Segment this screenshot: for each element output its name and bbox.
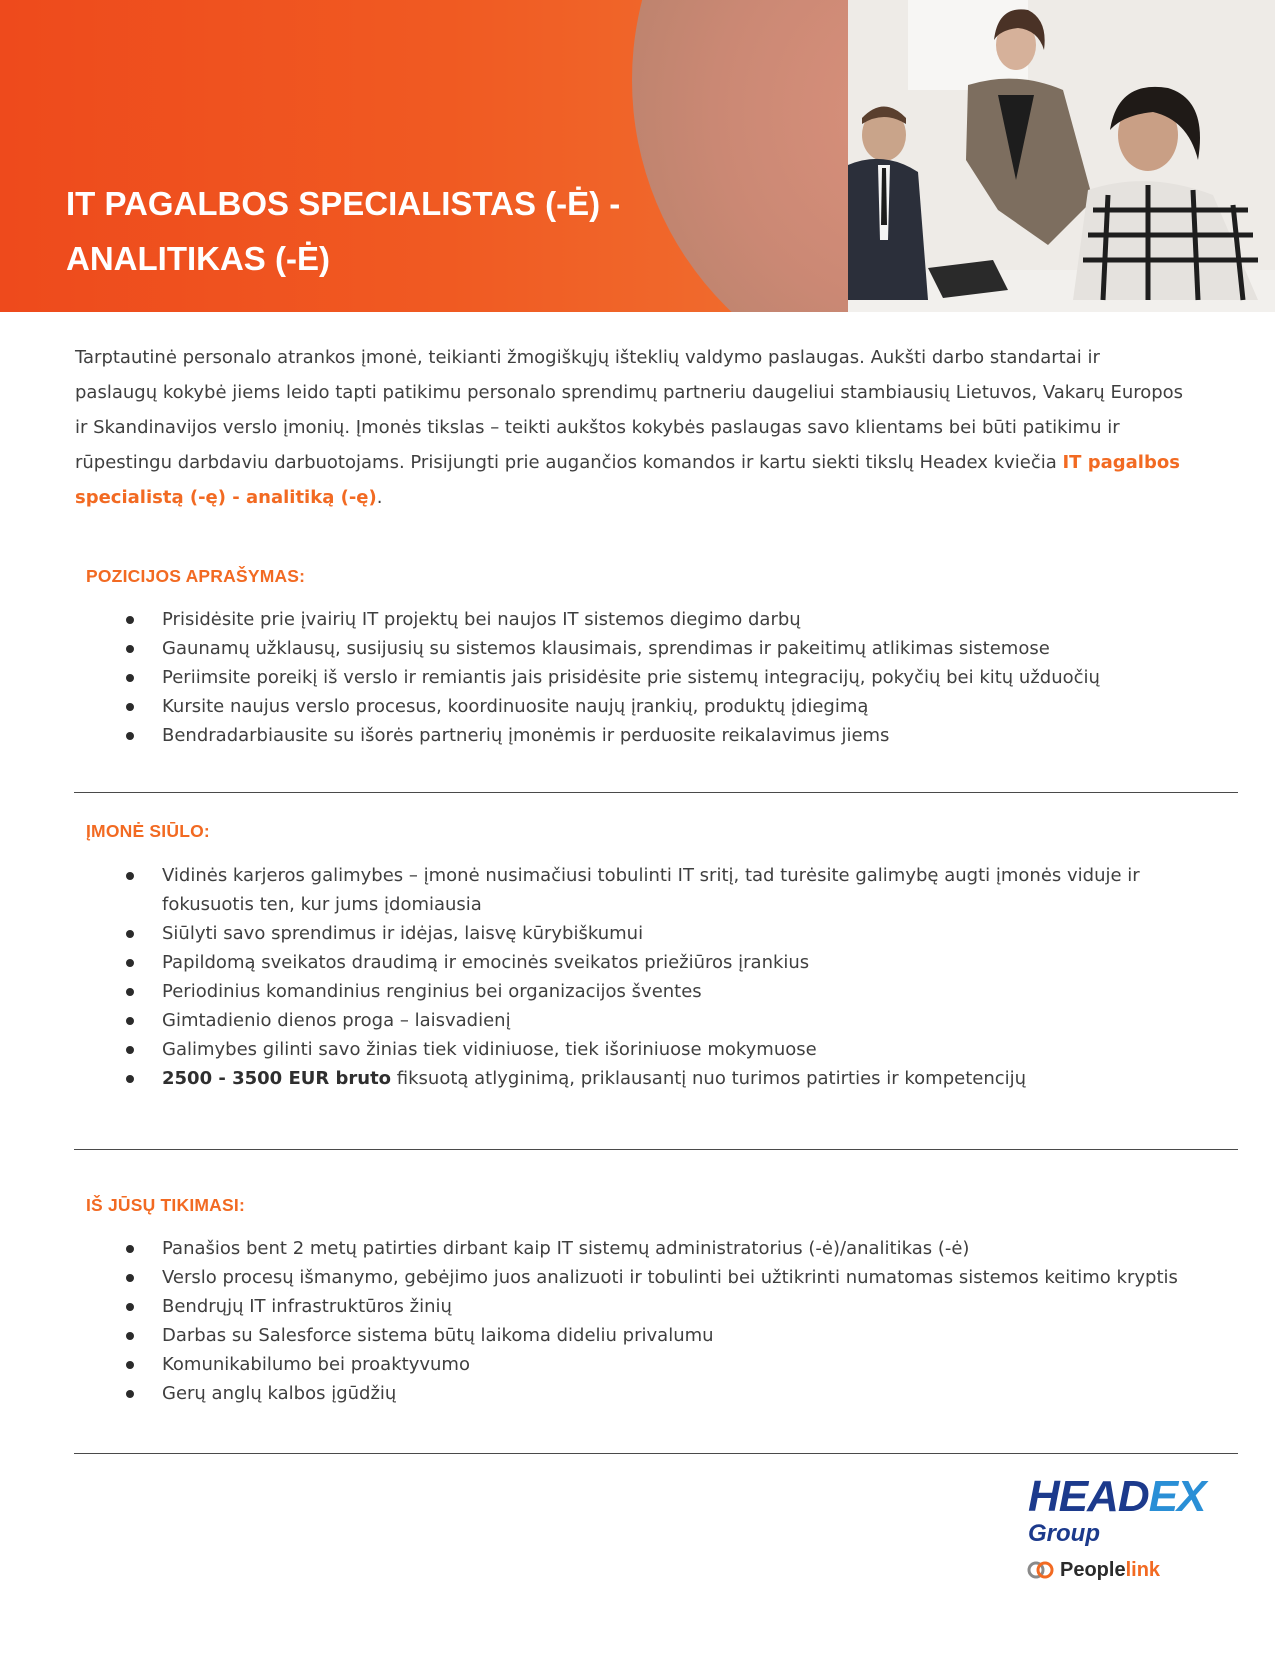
- salary-amount: 2500 - 3500 EUR bruto: [162, 1068, 392, 1089]
- list-item: Papildomą sveikatos draudimą ir emocinės sveikatos priežiūros įrankius: [122, 948, 1202, 977]
- section-title-position: POZICIJOS APRAŠYMAS:: [86, 566, 306, 586]
- logo-part: link: [1125, 1559, 1161, 1581]
- header-banner: [0, 0, 1275, 312]
- list-item: Kursite naujus verslo procesus, koordinuosite naujų įrankių, produktų įdiegimą: [122, 692, 1202, 721]
- intro-text: Tarptautinė personalo atrankos įmonė, teikianti žmogiškųjų išteklių valdymo paslaugas. Aukšti darbo standartai ir paslaugų kokybė jiems leido tapti patikimu personalo sprendimų partneriu daugeliui stambiausių Lietuvos, Vakarų Europos ir Skandinavijos verslo įmonių. Įmonės tikslas – teikti aukštos kokybės paslaugas savo klientams bei būti patikimu ir rūpestingu darbdaviu darbuotojams. Prisijungti prie augančios komandos ir kartu siekti tikslų Headex kviečia: [75, 347, 1184, 473]
- list-item: Vidinės karjeros galimybes – įmonė nusimačiusi tobulinti IT sritį, tad turėsite galimybę augti įmonės viduje ir fokusuotis ten, kur jums įdomiausia: [122, 861, 1202, 919]
- page-title-line1: IT PAGALBOS SPECIALISTAS (-Ė) -: [66, 185, 621, 222]
- list-item: Galimybes gilinti savo žinias tiek vidiniuose, tiek išoriniuose mokymuose: [122, 1035, 1202, 1064]
- page-title-line2: ANALITIKAS (-Ė): [66, 240, 330, 277]
- section-title-expect: IŠ JŪSŲ TIKIMASI:: [86, 1195, 245, 1215]
- list-item: Verslo procesų išmanymo, gebėjimo juos analizuoti ir tobulinti bei užtikrinti numatomas sistemos keitimo kryptis: [122, 1263, 1202, 1292]
- position-list: [122, 605, 1202, 750]
- photo-illustration: [848, 0, 1275, 312]
- offer-list: [122, 861, 1202, 1093]
- logo-group-label: Group: [1028, 1520, 1100, 1547]
- logo-part: HEAD: [1028, 1472, 1149, 1521]
- office-team-photo: [848, 0, 1275, 312]
- salary-text: fiksuotą atlyginimą, priklausantį nuo turimos patirties ir kompetencijų: [391, 1068, 1027, 1089]
- list-item: Prisidėsite prie įvairių IT projektų bei naujos IT sistemos diegimo darbų: [122, 605, 1202, 634]
- intro-paragraph: [75, 340, 1185, 515]
- list-item: Bendrųjų IT infrastruktūros žinių: [122, 1292, 1202, 1321]
- list-item: Periimsite poreikį iš verslo ir remiantis jais prisidėsite prie sistemų integracijų, pokyčių bei kitų užduočių: [122, 663, 1202, 692]
- headex-wordmark: [1028, 1474, 1205, 1520]
- intro-end: .: [376, 487, 383, 508]
- list-item: Gaunamų užklausų, susijusių su sistemos klausimais, sprendimas ir pakeitimų atlikimas sistemose: [122, 634, 1202, 663]
- intro-highlight: IT pagalbos specialistą (-ę) - analitiką (-ę): [75, 452, 1180, 508]
- divider: [74, 792, 1238, 793]
- list-item: Bendradarbiausite su išorės partnerių įmonėmis ir perduosite reikalavimus jiems: [122, 721, 1202, 750]
- logo-part: People: [1060, 1559, 1126, 1581]
- page-title: [66, 176, 706, 286]
- divider: [74, 1149, 1238, 1150]
- salary-item: [122, 1064, 1202, 1093]
- expect-list: [122, 1234, 1202, 1408]
- list-item: Komunikabilumo bei proaktyvumo: [122, 1350, 1202, 1379]
- peoplelink-icon: [1026, 1558, 1056, 1582]
- list-item: Darbas su Salesforce sistema būtų laikoma dideliu privalumu: [122, 1321, 1202, 1350]
- list-item: Periodinius komandinius renginius bei organizacijos šventes: [122, 977, 1202, 1006]
- logo-part: EX: [1148, 1472, 1206, 1521]
- peoplelink-text: [1060, 1556, 1160, 1584]
- list-item: Gerų anglų kalbos įgūdžių: [122, 1379, 1202, 1408]
- list-item: Panašios bent 2 metų patirties dirbant kaip IT sistemų administratorius (-ė)/analitikas (-ė): [122, 1234, 1202, 1263]
- list-item: Siūlyti savo sprendimus ir idėjas, laisvę kūrybiškumui: [122, 919, 1202, 948]
- divider: [74, 1453, 1238, 1454]
- section-title-offer: ĮMONĖ SIŪLO:: [86, 821, 210, 841]
- headex-logo: [1020, 1474, 1220, 1584]
- list-item: Gimtadienio dienos proga – laisvadienį: [122, 1006, 1202, 1035]
